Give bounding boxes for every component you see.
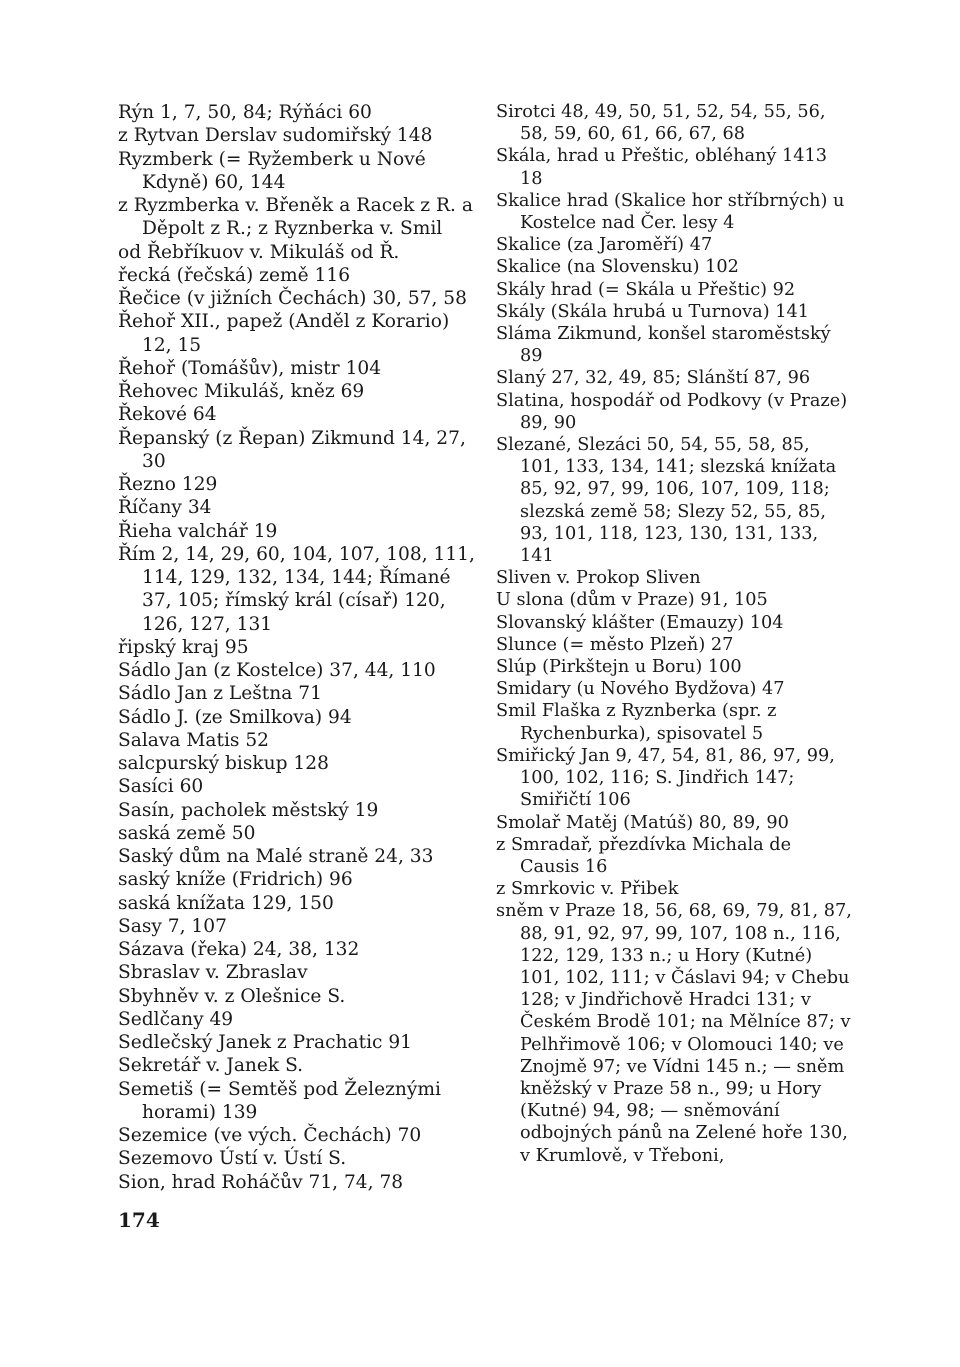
index-entry: salcpurský biskup 128 [118,753,329,774]
index-column-left [118,101,480,1194]
index-entry: Řehovec Mikuláš, kněz 69 [118,381,365,402]
index-entry: Saský dům na Malé straně 24, 33 [118,846,434,867]
index-entry: Skály hrad (= Skála u Přeštic) 92 [496,279,796,300]
index-entry: Skalice hrad (Skalice hor stříbrných) u Kostelce nad Čer. lesy 4 [496,190,845,234]
index-entry: Řezno 129 [118,474,218,495]
page-number: 174 [118,1208,160,1232]
index-entry: Sasín, pacholek městský 19 [118,799,379,821]
index-entry: Řekové 64 [118,404,217,426]
index-entry: Sion, hrad Roháčův 71, 74, 78 [118,1171,404,1193]
index-entry: Sezemovo Ústí v. Ústí S. [118,1148,347,1170]
index-entry: saská knížata 129, 150 [118,892,334,914]
index-entry: Skála, hrad u Přeštic, obléhaný 1413 18 [496,146,828,189]
index-entry: Sádlo Jan (z Kostelce) 37, 44, 110 [118,660,436,681]
index-entry: z Smrkovic v. Přibek [496,879,679,900]
index-entry: Smolař Matěj (Matúš) 80, 89, 90 [496,812,789,833]
index-entry: Sekretář v. Janek S. [118,1055,304,1077]
index-entry: Sirotci 48, 49, 50, 51, 52, 54, 55, 56, 58, 59, 60, 61, 66, 67, 68 [496,102,826,145]
index-entry: Skály (Skála hrubá u Turnova) 141 [496,301,810,322]
index-entry: Sedlčany 49 [118,1008,234,1030]
index-entry: řecká (řečská) země 116 [118,264,351,286]
index-entry: Sedlečský Janek z Prachatic 91 [118,1032,412,1053]
index-entry: Sasy 7, 107 [118,915,227,937]
index-entry: Sbyhněv v. z Olešnice S. [118,985,346,1007]
index-entry: Sázava (řeka) 24, 38, 132 [118,939,360,960]
index-entry: saský kníže (Fridrich) 96 [118,869,353,891]
index-entry: sněm v Praze 18, 56, 68, 69, 79, 81, 87, 88, 91, 92, 97, 99, 107, 108 n., 116, 122, 129, 133 n.; u Hory (Kutné) 101, 102, 111; v Čáslavi 94; v Chebu 128; v Jindřichově Hradci 131; v Českém Brodě 101; na Mělníce 87; v Pelhřimově 106; v Olomouci 140; ve Znojmě 97; ve Vídni 145 n.; — sněm kněžský v Praze 58 n., 99; u Hory (Kutné) 94, 98; — sněmování odbojných pánů na Zelené hoře 130, v Krumlově, v Třeboni, [496,901,852,1166]
index-entry: Sláma Zikmund, konšel staroměstský 89 [496,324,831,367]
index-entry: Říčany 34 [118,497,212,519]
index-entry: Salava Matis 52 [118,729,270,751]
index-entry: z Smradař, přezdívka Michala de Causis 16 [496,834,792,877]
index-entry: Ryzmberk (= Ryžemberk u Nové Kdyně) 60, 144 [118,148,426,193]
index-entry: Slunce (= město Plzeň) 27 [496,634,734,655]
index-entry: Skalice (na Slovensku) 102 [496,257,739,278]
index-entry: Sádlo J. (ze Smilkova) 94 [118,706,352,728]
index-entry: Slezané, Slezáci 50, 54, 55, 58, 85, 101, 133, 134, 141; slezská knížata 85, 92, 97, 99, 106, 107, 109, 118; slezská země 58; Slezy 52, 55, 85, 93, 101, 118, 123, 130, 131, 133, 141 [496,435,837,567]
index-entry: Smiřický Jan 9, 47, 54, 81, 86, 97, 99, 100, 102, 116; S. Jindřich 147; Smiřičtí 106 [496,745,835,811]
index-entry: saská země 50 [118,822,256,844]
index-entry: Sezemice (ve vých. Čechách) 70 [118,1125,422,1146]
index-entry: Smil Flaška z Ryznberka (spr. z Rychenburka), spisovatel 5 [496,701,777,744]
index-entry: Slúp (Pirkštejn u Boru) 100 [496,657,742,678]
index-entry: Rýn 1, 7, 50, 84; Rýňáci 60 [118,102,372,123]
index-entry: Skalice (za Jaroměří) 47 [496,235,713,256]
index-entry: Sbraslav v. Zbraslav [118,962,308,984]
index-entry: Řím 2, 14, 29, 60, 104, 107, 108, 111, 114, 129, 132, 134, 144; Římané 37, 105; římský král (císař) 120, 126, 127, 131 [118,543,475,635]
index-entry: Smidary (u Nového Bydžova) 47 [496,679,785,700]
index-entry: Řehoř (Tomášův), mistr 104 [118,357,382,379]
index-entry: Řehoř XII., papež (Anděl z Korario) 12, 15 [118,311,450,356]
index-entry: Sliven v. Prokop Sliven [496,568,701,589]
index-entry: U slona (dům v Praze) 91, 105 [496,590,768,611]
index-entry: z Rytvan Derslav sudomiřský 148 [118,125,433,147]
index-entry: Sádlo Jan z Leštna 71 [118,683,322,705]
index-entry: Řečice (v jižních Čechách) 30, 57, 58 [118,288,467,309]
index-entry: Řieha valchář 19 [118,520,278,542]
index-entry: Slaný 27, 32, 49, 85; Slánští 87, 96 [496,368,811,389]
index-entry: Slatina, hospodář od Podkovy (v Praze) 89, 90 [496,390,848,433]
index-entry: Sasíci 60 [118,776,204,798]
index-column-right [496,101,854,1167]
index-entry: Slovanský klášter (Emauzy) 104 [496,612,784,633]
index-entry: z Ryzmberka v. Břeněk a Racek z R. a Děpolt z R.; z Ryznberka v. Smil [118,195,473,240]
index-entry: Semetiš (= Semtěš pod Železnými horami) 139 [118,1078,441,1123]
index-entry: Řepanský (z Řepan) Zikmund 14, 27, 30 [118,427,466,472]
index-entry: od Řebříkuov v. Mikuláš od Ř. [118,241,400,263]
index-entry: řipský kraj 95 [118,636,249,658]
